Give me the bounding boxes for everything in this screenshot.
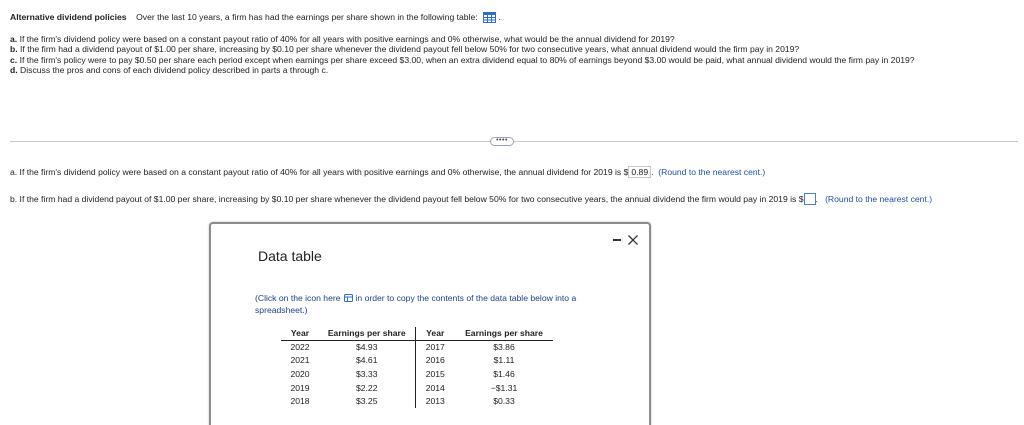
data-table-dialog xyxy=(209,222,651,425)
answer-b-input[interactable] xyxy=(804,193,816,205)
question-letter: a. xyxy=(10,33,18,44)
table-row xyxy=(281,340,553,354)
answer-a-value: 0.89 xyxy=(628,166,651,178)
cell-year: 2015 xyxy=(415,367,455,381)
question-letter: d. xyxy=(10,65,18,76)
header-year-2: Year xyxy=(415,327,455,340)
cell-year: 2014 xyxy=(415,381,455,395)
answer-b-hint: (Round to the nearest cent.) xyxy=(825,194,933,204)
question-c xyxy=(10,55,1014,66)
problem-title: Alternative dividend policies xyxy=(10,12,127,22)
copy-instructions xyxy=(255,293,605,315)
table-row xyxy=(281,354,553,368)
cell-year: 2013 xyxy=(415,394,455,408)
table-row xyxy=(281,367,553,381)
copy-note-after: in order to copy the contents of the data table below into a spreadsheet.) xyxy=(255,293,577,315)
cell-year: 2021 xyxy=(290,355,310,366)
close-icon[interactable] xyxy=(627,234,639,246)
section-divider xyxy=(10,141,1018,142)
cell-eps: $4.93 xyxy=(355,342,378,353)
cell-eps: $1.11 xyxy=(493,355,515,366)
cell-year: 2018 xyxy=(290,396,310,407)
cell-eps: $3.33 xyxy=(355,368,378,379)
cell-eps: $1.46 xyxy=(493,368,515,379)
cell-year: 2022 xyxy=(290,342,310,353)
minimize-icon[interactable] xyxy=(613,239,621,241)
table-row xyxy=(281,394,553,408)
question-text: If the firm had a dividend payout of $1.00 per share, increasing by $0.10 per share whenever the dividend payout fell below 50% for two consecutive years, what annual dividend would the firm pay in 2019? xyxy=(20,44,800,55)
copy-note-before: (Click on the icon here xyxy=(255,293,341,303)
expand-more-button[interactable]: •••• xyxy=(490,137,514,146)
answer-b-text: b. If the firm had a dividend payout of $1.00 per share, increasing by $0.10 per share whenever the dividend payout fell below 50% for two consecutive years, the annual dividend the firm would pay in 2019 is $ xyxy=(10,194,804,204)
question-d xyxy=(10,65,1014,76)
cell-eps: $0.33 xyxy=(493,396,515,407)
question-text: Discuss the pros and cons of each dividend policy described in parts a through c. xyxy=(20,65,329,76)
data-table-grid-icon[interactable] xyxy=(483,12,496,26)
question-text: If the firm's policy were to pay $0.50 per share each period except when earnings per share exceed $3.00, when an extra dividend equal to 80% of earnings beyond $3.00 would be paid, what annual dividend would the firm pay in 2019? xyxy=(19,54,915,65)
copy-spreadsheet-icon[interactable] xyxy=(344,294,353,305)
header-eps-1: Earnings per share xyxy=(319,327,415,340)
problem-statement xyxy=(10,12,1014,76)
answer-a-hint: (Round to the nearest cent.) xyxy=(658,167,766,177)
cell-year: 2017 xyxy=(415,340,455,354)
question-letter: b. xyxy=(10,44,18,55)
problem-intro: Over the last 10 years, a firm has had the earnings per share shown in the following table: xyxy=(136,12,478,22)
question-a xyxy=(10,34,1014,45)
question-b xyxy=(10,44,1014,55)
cell-eps: $3.86 xyxy=(493,342,515,353)
question-letter: c. xyxy=(10,54,18,65)
answer-b xyxy=(10,193,1014,205)
table-header-row xyxy=(281,327,553,340)
dialog-title: Data table xyxy=(258,248,322,264)
cell-year: 2020 xyxy=(290,368,310,379)
answer-a-end: . xyxy=(651,167,654,177)
question-text: If the firm's dividend policy were based on a constant payout ratio of 40% for all years with positive earnings and 0% otherwise, what would be the annual dividend for 2019? xyxy=(19,33,675,44)
answer-a xyxy=(10,166,1014,178)
problem-header xyxy=(10,12,1014,26)
cell-eps: −$1.31 xyxy=(490,382,518,393)
header-year-1: Year xyxy=(281,327,319,340)
cell-eps: $4.61 xyxy=(355,355,378,366)
cell-year: 2019 xyxy=(290,382,310,393)
cell-year: 2016 xyxy=(415,354,455,368)
table-row xyxy=(281,381,553,395)
earnings-table xyxy=(281,327,553,408)
problem-intro-end: . xyxy=(498,12,501,22)
cell-eps: $3.25 xyxy=(355,396,378,407)
header-eps-2: Earnings per share xyxy=(455,327,553,340)
answer-a-text: a. If the firm's dividend policy were based on a constant payout ratio of 40% for all years with positive earnings and 0% otherwise, the annual dividend for 2019 is $ xyxy=(10,167,629,177)
answer-b-end: . xyxy=(815,194,818,204)
cell-eps: $2.22 xyxy=(355,382,378,393)
